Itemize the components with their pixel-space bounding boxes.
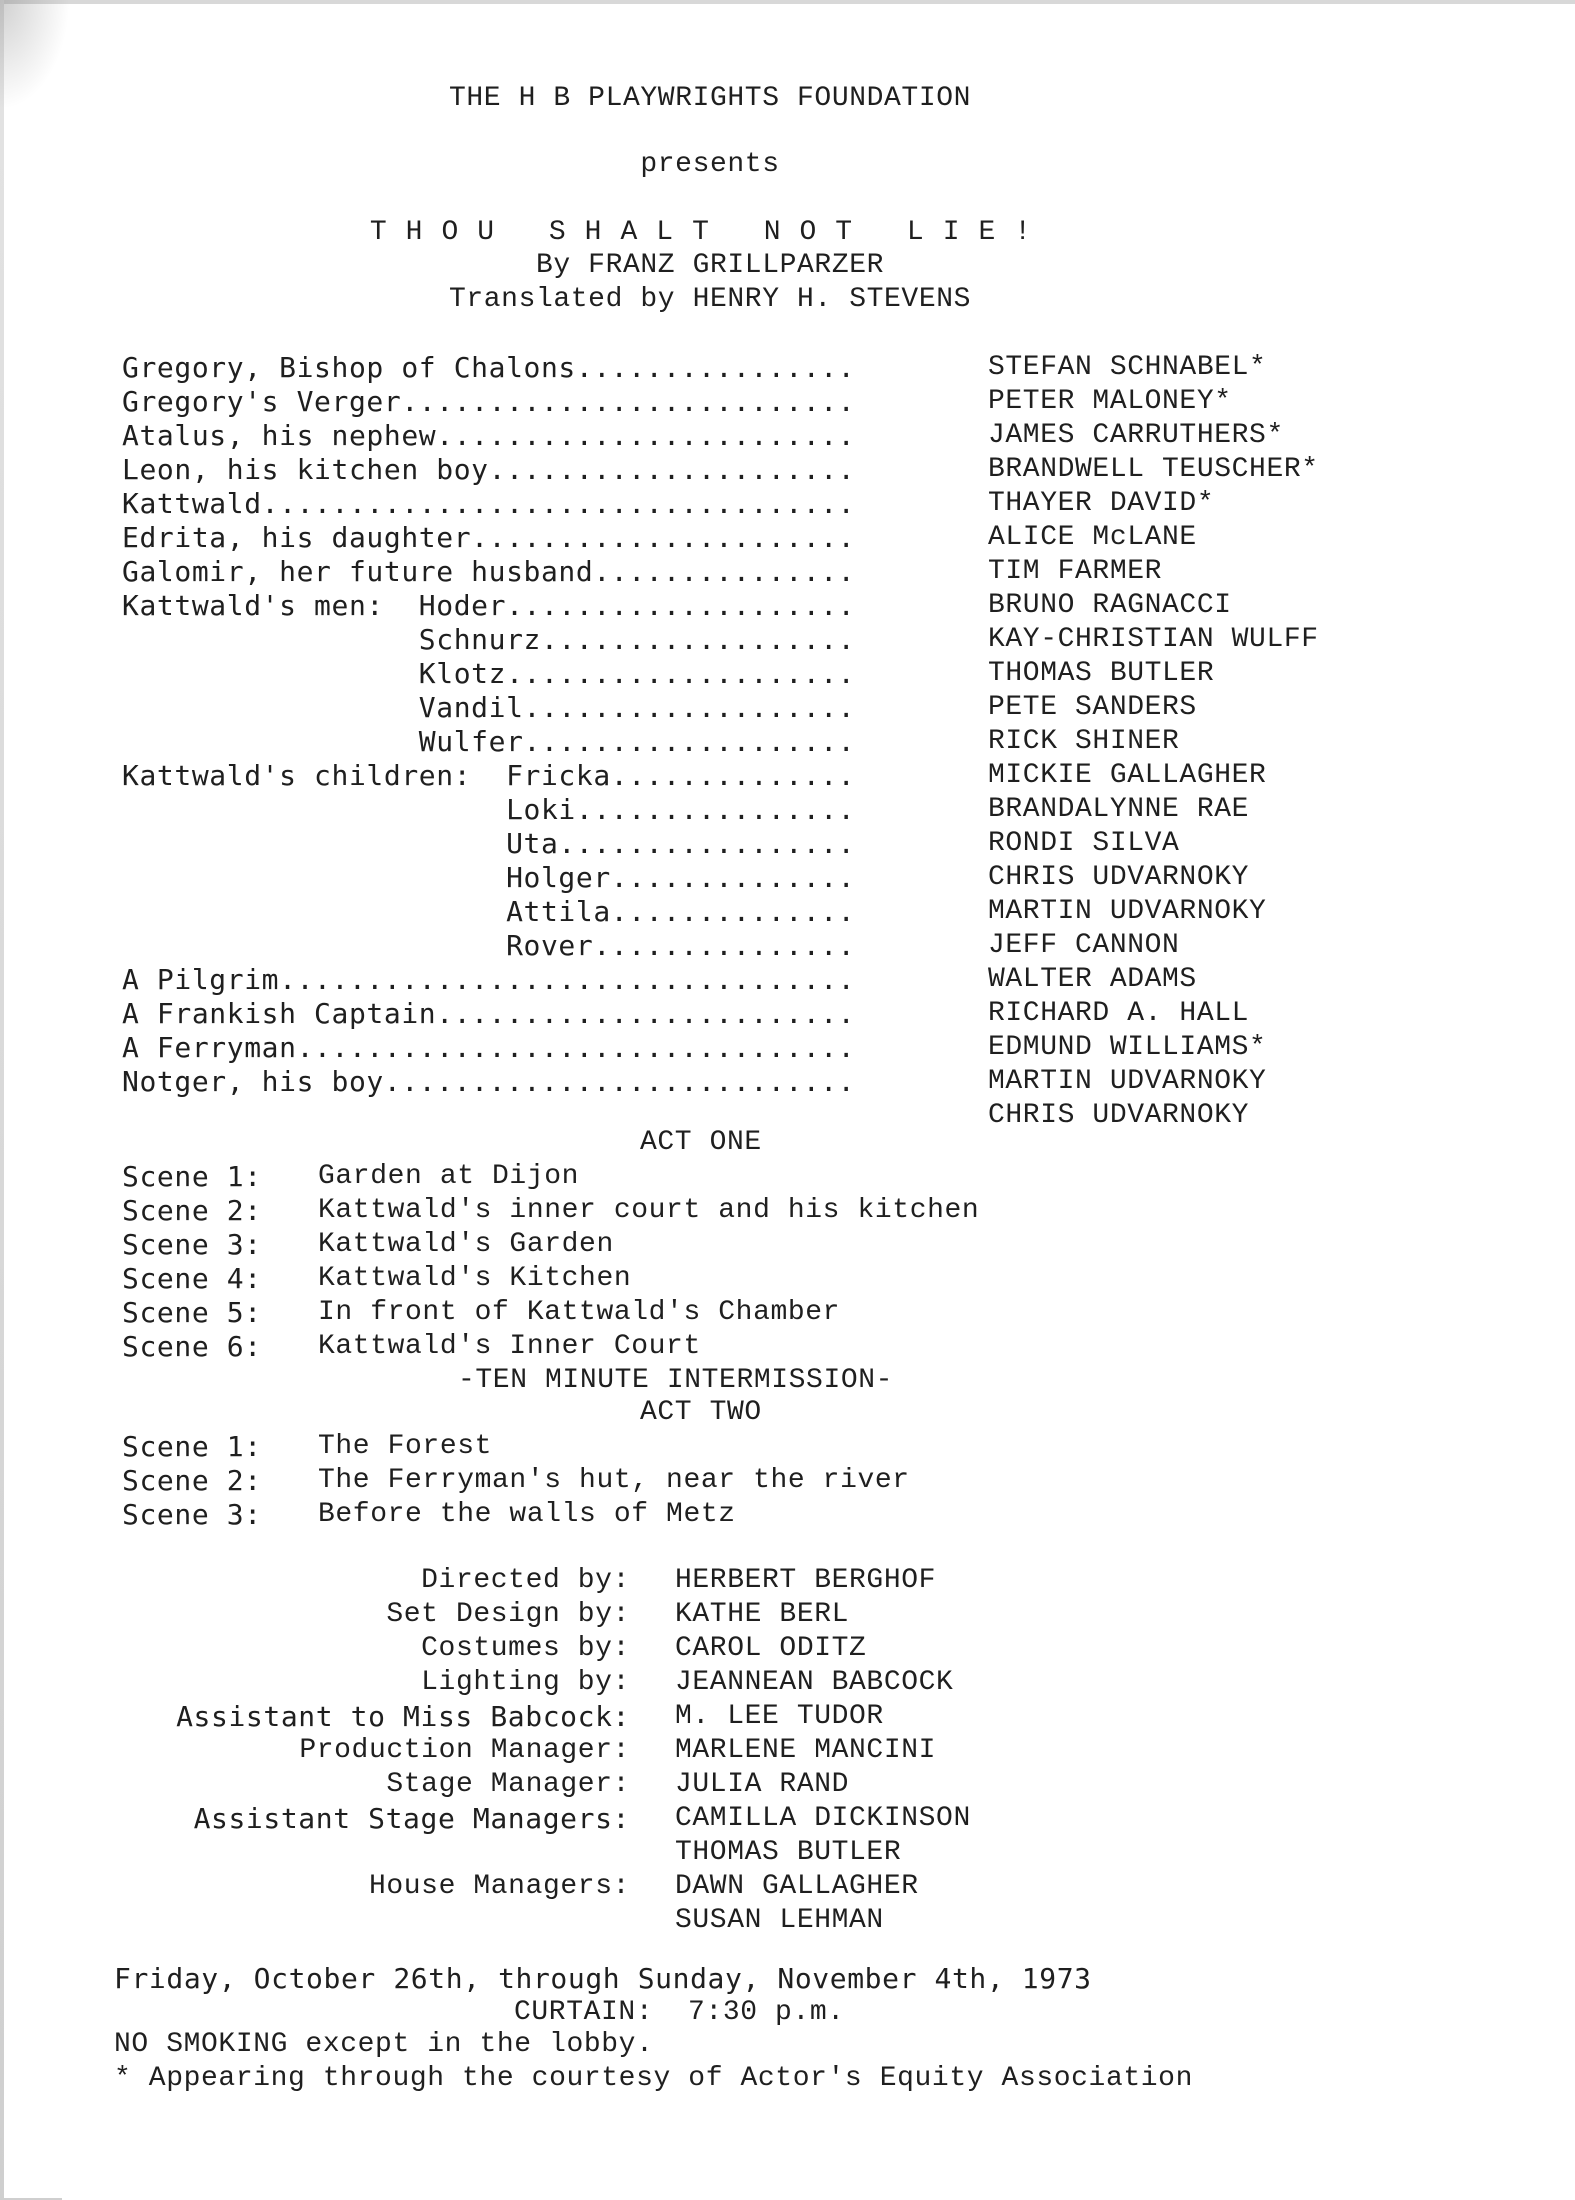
scene-place: Kattwald's inner court and his kitchen — [318, 1195, 980, 1226]
cast-actor: BRANDWELL TEUSCHER* — [988, 454, 1319, 485]
scene-label: Scene 6: — [122, 1330, 262, 1363]
cast-role: Edrita, his daughter...................... — [122, 521, 856, 554]
scene-label: Scene 4: — [122, 1262, 262, 1295]
scene-place: Kattwald's Garden — [318, 1229, 614, 1260]
translator-line: Translated by HENRY H. STEVENS — [448, 284, 972, 315]
cast-actor: THAYER DAVID* — [988, 488, 1215, 519]
scene-label: Scene 1: — [122, 1430, 262, 1463]
intermission-line: -TEN MINUTE INTERMISSION- — [458, 1365, 894, 1396]
credit-role: Lighting by: — [421, 1667, 630, 1698]
cast-role: Loki................ — [122, 793, 856, 826]
cast-role: A Pilgrim................................. — [122, 963, 856, 996]
scan-edge-top — [0, 0, 1575, 4]
credit-role: Directed by: — [421, 1565, 630, 1596]
credit-name: M. LEE TUDOR — [675, 1701, 884, 1732]
cast-role: Attila.............. — [122, 895, 856, 928]
cast-actor: MARTIN UDVARNOKY — [988, 896, 1267, 927]
no-smoking-note: NO SMOKING except in the lobby. — [114, 2029, 654, 2060]
cast-role: Gregory, Bishop of Chalons................ — [122, 351, 856, 384]
cast-actor: EDMUND WILLIAMS* — [988, 1032, 1267, 1063]
scan-edge-left — [0, 0, 4, 2200]
credit-name: SUSAN LEHMAN — [675, 1905, 884, 1936]
credit-role: Set Design by: — [386, 1599, 630, 1630]
credit-name: HERBERT BERGHOF — [675, 1565, 937, 1596]
scene-place: The Forest — [318, 1431, 493, 1462]
cast-actor: CHRIS UDVARNOKY — [988, 862, 1250, 893]
credit-name: CAMILLA DICKINSON — [675, 1803, 971, 1834]
performance-dates: Friday, October 26th, through Sunday, November 4th, 1973 — [114, 1962, 1092, 1995]
credit-role: Assistant Stage Managers: — [193, 1802, 630, 1835]
cast-role: Notger, his boy........................... — [122, 1065, 856, 1098]
cast-role: Galomir, her future husband............... — [122, 555, 856, 588]
cast-actor: PETE SANDERS — [988, 692, 1197, 723]
cast-actor: KAY-CHRISTIAN WULFF — [988, 624, 1319, 655]
cast-role: Gregory's Verger.......................... — [122, 385, 856, 418]
cast-role: Holger.............. — [122, 861, 856, 894]
foundation-name: THE H B PLAYWRIGHTS FOUNDATION — [448, 83, 972, 114]
equity-note: * Appearing through the courtesy of Actor's Equity Association — [114, 2063, 1193, 2094]
cast-actor: RONDI SILVA — [988, 828, 1180, 859]
credit-role: Stage Manager: — [386, 1769, 630, 1800]
cast-role: Kattwald's men: Hoder.................... — [122, 589, 856, 622]
cast-actor: MICKIE GALLAGHER — [988, 760, 1267, 791]
cast-actor: PETER MALONEY* — [988, 386, 1232, 417]
cast-role: Kattwald.................................. — [122, 487, 856, 520]
scene-label: Scene 1: — [122, 1160, 262, 1193]
cast-role: Leon, his kitchen boy..................... — [122, 453, 856, 486]
scene-place: Before the walls of Metz — [318, 1499, 736, 1530]
credit-role: Production Manager: — [299, 1735, 630, 1766]
cast-actor: TIM FARMER — [988, 556, 1163, 587]
cast-role: A Ferryman................................ — [122, 1031, 856, 1064]
scene-place: Garden at Dijon — [318, 1161, 580, 1192]
cast-actor: JAMES CARRUTHERS* — [988, 420, 1284, 451]
credit-name: MARLENE MANCINI — [675, 1735, 937, 1766]
scene-label: Scene 3: — [122, 1228, 262, 1261]
cast-actor: BRUNO RAGNACCI — [988, 590, 1232, 621]
cast-role: Atalus, his nephew........................ — [122, 419, 856, 452]
scene-label: Scene 2: — [122, 1194, 262, 1227]
credit-role: House Managers: — [368, 1871, 630, 1902]
cast-role: Vandil................... — [122, 691, 856, 724]
scene-label: Scene 2: — [122, 1464, 262, 1497]
cast-actor: RICK SHINER — [988, 726, 1180, 757]
cast-actor: ALICE McLANE — [988, 522, 1197, 553]
scene-label: Scene 3: — [122, 1498, 262, 1531]
credit-name: JULIA RAND — [675, 1769, 850, 1800]
cast-actor: RICHARD A. HALL — [988, 998, 1250, 1029]
cast-role: Schnurz.................. — [122, 623, 856, 656]
credit-name: CAROL ODITZ — [675, 1633, 867, 1664]
act-two-heading: ACT TWO — [640, 1397, 762, 1428]
presents-line: presents — [640, 149, 780, 180]
curtain-time: CURTAIN: 7:30 p.m. — [514, 1997, 845, 2028]
cast-actor: STEFAN SCHNABEL* — [988, 352, 1267, 383]
play-title: THOU SHALT NOT LIE! — [369, 217, 1051, 248]
credit-name: JEANNEAN BABCOCK — [675, 1667, 954, 1698]
scene-place: Kattwald's Inner Court — [318, 1331, 701, 1362]
scene-place: The Ferryman's hut, near the river — [318, 1465, 910, 1496]
cast-actor: MARTIN UDVARNOKY — [988, 1066, 1267, 1097]
credit-role: Assistant to Miss Babcock: — [176, 1700, 630, 1733]
cast-actor: BRANDALYNNE RAE — [988, 794, 1250, 825]
author-line: By FRANZ GRILLPARZER — [535, 250, 885, 281]
scene-label: Scene 5: — [122, 1296, 262, 1329]
cast-role: Klotz.................... — [122, 657, 856, 690]
credit-name: KATHE BERL — [675, 1599, 850, 1630]
credit-name: DAWN GALLAGHER — [675, 1871, 919, 1902]
act-one-heading: ACT ONE — [640, 1127, 762, 1158]
scan-edge-corner — [0, 2138, 62, 2200]
cast-actor: WALTER ADAMS — [988, 964, 1197, 995]
credit-role: Costumes by: — [421, 1633, 630, 1664]
cast-role: Uta................. — [122, 827, 856, 860]
cast-actor: JEFF CANNON — [988, 930, 1180, 961]
cast-role: Kattwald's children: Fricka.............. — [122, 759, 856, 792]
cast-actor: THOMAS BUTLER — [988, 658, 1215, 689]
cast-role: Wulfer................... — [122, 725, 856, 758]
cast-role: A Frankish Captain........................ — [122, 997, 856, 1030]
credit-name: THOMAS BUTLER — [675, 1837, 902, 1868]
scene-place: Kattwald's Kitchen — [318, 1263, 632, 1294]
scene-place: In front of Kattwald's Chamber — [318, 1297, 841, 1328]
cast-actor: CHRIS UDVARNOKY — [988, 1100, 1250, 1131]
cast-role: Rover............... — [122, 929, 856, 962]
